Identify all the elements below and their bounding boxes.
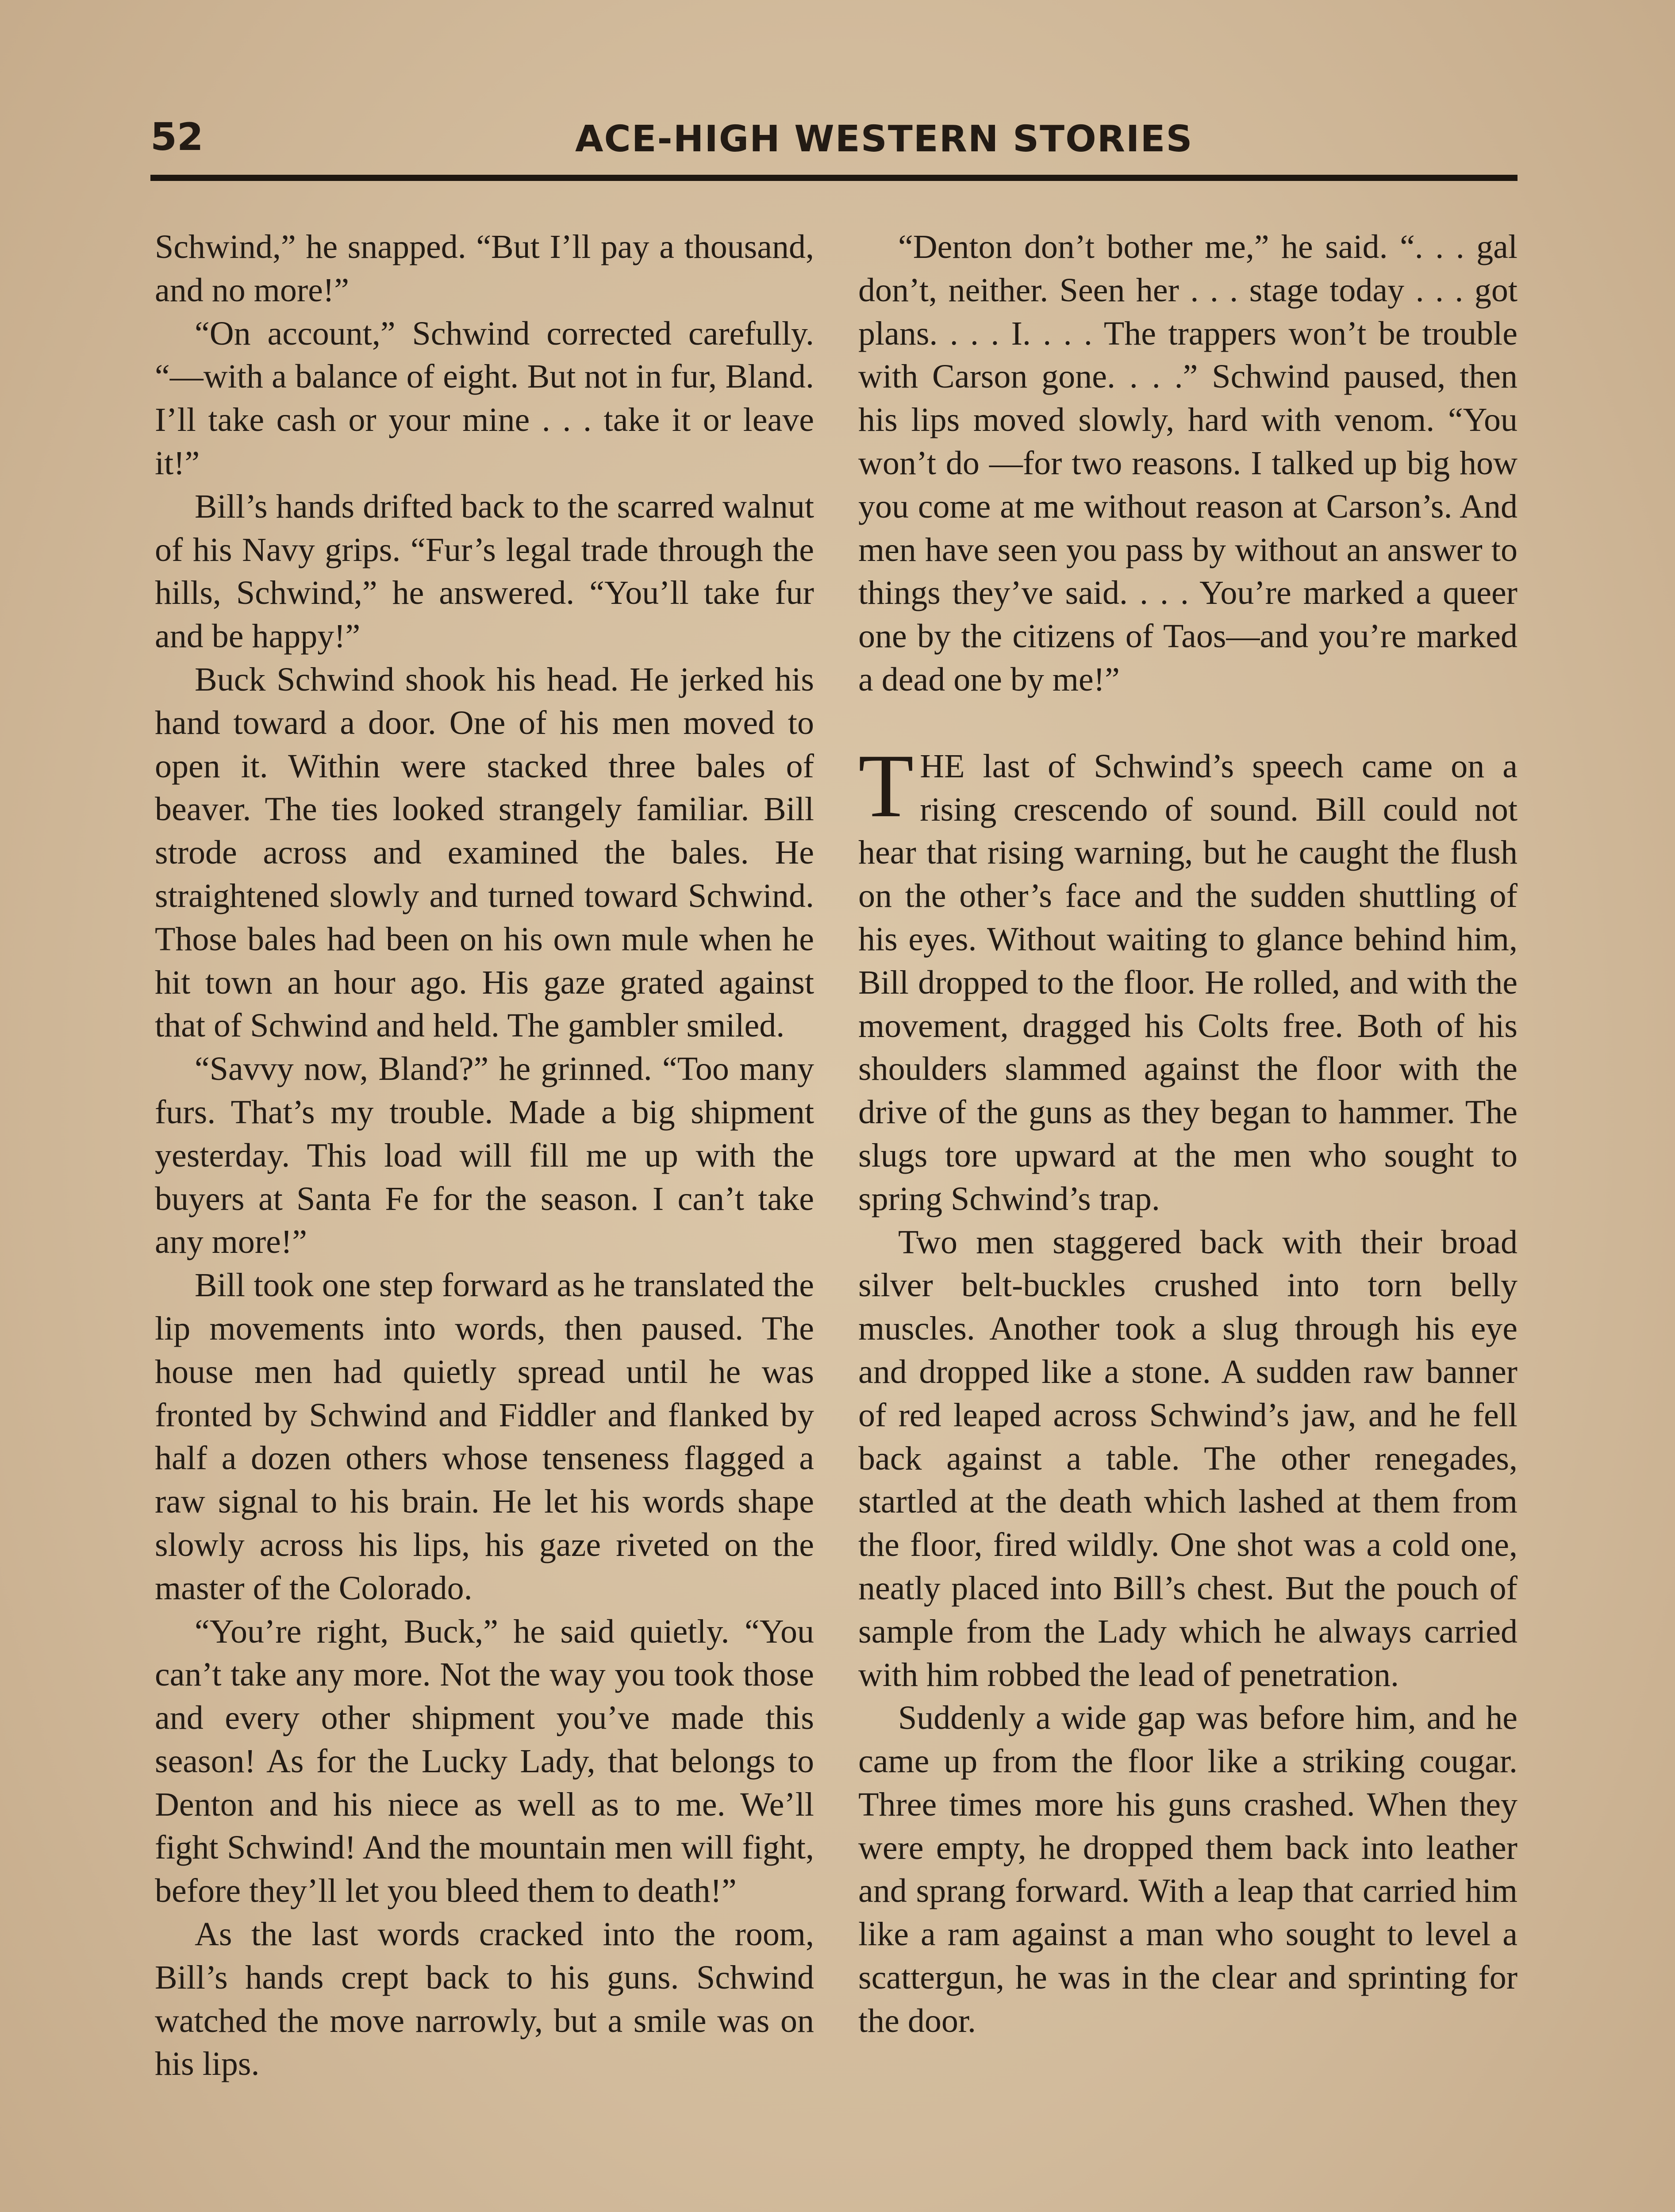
- left-column: [155, 226, 814, 2086]
- section-start-paragraph: [858, 735, 1517, 1221]
- drop-cap: T: [858, 735, 914, 836]
- paragraph: As the last words cracked into the room, Bill’s hands crept back to his guns. Schwind watched the move narrowly, but a smile was on his lips.: [155, 1916, 814, 2083]
- section-first-text: HE last of Schwind’s speech came on a rising crescendo of sound. Bill could not hear that rising warning, but he caught the flush on the other’s face and the sudden shuttling of his eyes. Without waiting to glance behind him, Bill dropped to the floor. He rolled, and with the movement, dragged his Colts free. Both of his shoulders slammed against the floor with the drive of the guns as they began to hammer. The slugs tore upward at the men who sought to spring Schwind’s trap.: [858, 747, 1517, 1217]
- running-title: ACE-HIGH WESTERN STORIES: [575, 118, 1193, 160]
- right-column: [858, 226, 1517, 2043]
- paragraph: Two men staggered back with their broad silver belt-buckles crushed into torn belly muscles. Another took a slug through his eye and dropped like a stone. A sudden raw banner of red leaped across Schwind’s jaw, and he fell back against a table. The other renegades, startled at the death which lashed at them from the floor, fired wildly. One shot was a cold one, neatly placed into Bill’s chest. But the pouch of sample from the Lady which he always carried with him robbed the lead of penetration.: [858, 1223, 1517, 1694]
- paragraph: Buck Schwind shook his head. He jerked his hand toward a door. One of his men moved to open it. Within were stacked three bales of beaver. The ties looked strangely familiar. Bill strode across and examined the bales. He straightened slowly and turned toward Schwind. Those bales had been on his own mule when he hit town an hour ago. His gaze grated against that of Schwind and held. The gambler smiled.: [155, 661, 814, 1045]
- paragraph: “You’re right, Buck,” he said quietly. “You can’t take any more. Not the way you took those and every other shipment you’ve made this season! As for the Lucky Lady, that belongs to Denton and his niece as well as to me. We’ll fight Schwind! And the mountain men will fight, before they’ll let you bleed them to death!”: [155, 1613, 814, 1910]
- paragraph: “Denton don’t bother me,” he said. “. . . gal don’t, neither. Seen her . . . stage today . . . got plans. . . . I. . . . The trappers won’t be trouble with Carson gone. . . .” Schwind paused, then his lips moved slowly, hard with venom. “You won’t do —for two reasons. I talked up big how you come at me without reason at Carson’s. And men have seen you pass by without an answer to things they’ve said. . . . You’re marked a queer one by the citizens of Taos—and you’re marked a dead one by me!”: [858, 228, 1517, 698]
- paragraph: Bill’s hands drifted back to the scarred walnut of his Navy grips. “Fur’s legal trade through the hills, Schwind,” he answered. “You’ll take fur and be happy!”: [155, 488, 814, 655]
- paragraph: “Savvy now, Bland?” he grinned. “Too many furs. That’s my trouble. Made a big shipment yesterday. This load will fill me up with the buyers at Santa Fe for the season. I can’t take any more!”: [155, 1050, 814, 1261]
- page-header: [150, 108, 1517, 181]
- paragraph: Schwind,” he snapped. “But I’ll pay a thousand, and no more!”: [155, 228, 814, 309]
- page-number: 52: [150, 115, 204, 159]
- paragraph: Bill took one step forward as he translated the lip movements into words, then paused. The house men had quietly spread until he was fronted by Schwind and Fiddler and flanked by half a dozen others whose tenseness flagged a raw signal to his brain. He let his words shape slowly across his lips, his gaze riveted on the master of the Colorado.: [155, 1267, 814, 1607]
- paragraph: “On account,” Schwind corrected carefully. “—with a balance of eight. But not in fur, Bland. I’ll take cash or your mine . . . take it or leave it!”: [155, 315, 814, 482]
- paragraph: Suddenly a wide gap was before him, and he came up from the floor like a striking cougar. Three times more his guns crashed. When they were empty, he dropped them back into leather and sprang forward. With a leap that carried him like a ram against a man who sought to level a scattergun, he was in the clear and sprinting for the door.: [858, 1699, 1517, 2039]
